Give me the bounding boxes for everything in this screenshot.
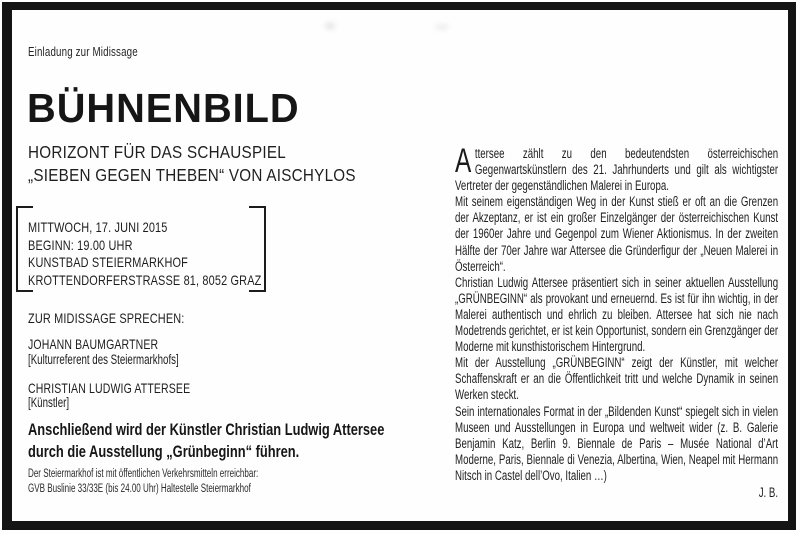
article-paragraph: Mit seinem eigenständigen Weg in der Kunst stieß er oft an die Grenzen der Akzeptanz, er ist ein großer Einzelgänger der österreichischen Kunst der 1960er Jahre und Gegenpol zum Wiener Aktionismus. In der zweiten Hälfte der 70er Jahre war Attersee die Gründerfigur der „Neuen Malerei in Österreich“. [455,194,779,274]
transit-line: GVB Buslinie 33/33E (bis 24.00 Uhr) Haltestelle Steiermarkhof [28,482,251,495]
speakers-heading: ZUR MIDISSAGE SPRECHEN: [28,310,185,326]
speaker-name: JOHANN BAUMGARTNER [28,336,159,352]
speaker-role: [Künstler] [28,395,70,410]
event-time: BEGINN: 19.00 UHR [28,236,133,253]
subtitle-line: HORIZONT FÜR DAS SCHAUSPIEL [28,142,287,162]
event-details-box [16,206,266,292]
article-paragraph: Christian Ludwig Attersee präsentiert sich in seiner aktuellen Ausstellung „GRÜNBEGINN“ als provokant und erneuernd. Es ist für ihn wichtig, in der Malerei authentisch und ehrlich zu bleiben. Attersee hat sich nie nach Modetrends gerichtet, er ist kein Opportunist, sondern ein Grenzgänger der Moderne mit kunsthistorischem Hintergrund. [455,274,779,355]
paragraph-text: ttersee zählt zu den bedeutendsten österreichischen Gegenwartskünstlern des 21. Jahrhunderts und gilt als wichtigster Vertreter der gegenständlichen Malerei in Europa. [455,146,779,194]
announcement-line: Anschließend wird der Künstler Christian Ludwig Attersee [28,421,385,439]
kicker: Einladung zur Midissage [28,45,138,59]
article-paragraph [455,142,779,194]
speaker-role: [Kulturreferent des Steiermarkhofs] [28,352,179,367]
scan-smudge [322,20,338,32]
event-venue: KUNSTBAD STEIERMARKHOF [28,254,188,270]
article-column [455,142,779,501]
page-title: BÜHNENBILD [27,85,300,131]
event-address: KROTTENDORFERSTRASSE 81, 8052 GRAZ [28,271,262,288]
subtitle-line: „SIEBEN GEGEN THEBEN“ VON AISCHYLOS [28,165,356,185]
subtitle [28,141,356,187]
speaker-name: CHRISTIAN LUDWIG ATTERSEE [28,380,191,396]
transit-note [28,467,258,496]
event-date: MITTWOCH, 17. JUNI 2015 [28,219,168,235]
scan-smudge [432,22,452,32]
article-paragraph: Mit der Ausstellung „GRÜNBEGINN“ zeigt der Künstler, mit welcher Schaffenskraft er an die Öffentlichkeit tritt und welche Dynamik in seinen Werken steckt. [455,355,779,403]
drop-cap: A [455,142,472,180]
article-paragraph: Sein internationales Format in der „Bildenden Kunst“ spiegelt sich in vielen Museen und Ausstellungen in Europa und weltweit wider (z. B. Galerie Benjamin Katz, Berlin 9. Biennale de Paris – Musée National d’Art Moderne, Paris, Biennale di Venezia, Albertina, Wien, Neapel mit Hermann Nitsch in Castel dell’Ovo, Italien …) [455,403,779,483]
transit-line: Der Steiermarkhof ist mit öffentlichen Verkehrsmitteln erreichbar: [28,468,259,480]
event-details [28,219,261,289]
announcement [28,420,384,463]
signature: J. B. [758,484,779,500]
announcement-line: durch die Ausstellung „Grünbeginn“ führen. [28,442,300,461]
